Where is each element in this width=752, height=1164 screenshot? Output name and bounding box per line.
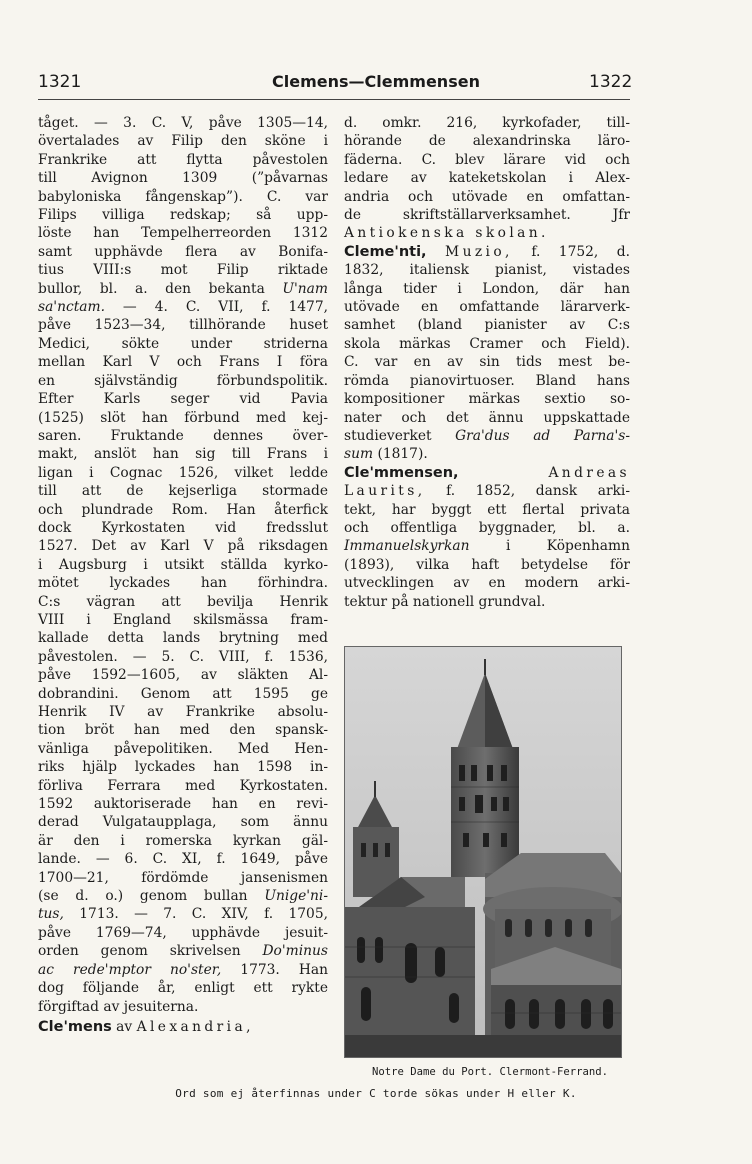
text-line: kompositioner märkas sextio so- (344, 391, 630, 408)
text-line: nater och det ännu uppskattade (344, 409, 630, 426)
text-line: riks hjälp lyckades han 1598 in- (38, 759, 328, 776)
text-line: sum (1817). (344, 446, 428, 463)
text-line: påve 1592—1605, av släkten Al- (38, 667, 328, 684)
text-line: derad Vulgataupplaga, som ännu (38, 814, 328, 831)
text-line: 1832, italiensk pianist, vistades (344, 262, 630, 279)
page-number-right: 1322 (589, 72, 633, 92)
text-line: saren. Fruktande dennes över- (38, 427, 328, 444)
text-line: tion bröt han med den spansk- (38, 722, 328, 739)
text-line: d. omkr. 216, kyrkofader, till- (344, 115, 630, 131)
text-line: 1527. Det av Karl V på riksdagen (38, 538, 328, 555)
right-lines-d (344, 556, 630, 611)
text-line: tektur på nationell grundval. (344, 593, 546, 610)
italic-term: tus, (38, 906, 64, 923)
text-line: tus, 1713. — 7. C. XIV, f. 1705, (38, 906, 328, 923)
italic-term: Gra'dus ad Parna's- (455, 427, 630, 444)
italic-term: Unige'ni- (264, 888, 328, 905)
text-line: dock Kyrkostaten vid fredsslut (38, 519, 328, 536)
text-line: babyloniska fångenskap”). C. var (38, 188, 328, 205)
church-photo (344, 646, 622, 1058)
text-line: (1525) slöt han förbund med kej- (38, 409, 328, 426)
text-line: makt, anslöt han sig till Frans i (38, 446, 328, 463)
text-line: förliva Ferrara med Kyrkostaten. (38, 777, 328, 794)
text-line: mellan Karl V och Frans I föra (38, 354, 328, 371)
text-line: ac rede'mptor no'ster, 1773. Han (38, 961, 328, 978)
left-lines-a (38, 114, 328, 280)
text-line: bullor, bl. a. den bekanta U'nam (38, 280, 328, 297)
text-line: förgiftad av jesuiterna. (38, 998, 199, 1015)
text-line: vänliga påvepolitiken. Med Hen- (38, 740, 328, 757)
text-line: ledare av kateketskolan i Alex- (344, 170, 630, 187)
text-line: och offentliga byggnader, bl. a. (344, 519, 630, 536)
header-rule (38, 99, 630, 100)
headword: Cle'mmensen, (344, 464, 459, 481)
text-line: dog följande år, enligt ett rykte (38, 980, 328, 997)
text-line: tekt, har byggt ett flertal privata (344, 501, 630, 518)
text-line: römda pianovirtuoser. Bland hans (344, 372, 630, 389)
italic-term: Do'minus (262, 943, 328, 960)
text-line: till att de kejserliga stormade (38, 483, 328, 500)
text-line: löste han Tempelherreorden 1312 (38, 225, 328, 242)
text-line: övertalades av Filip den sköne i (38, 133, 328, 150)
text-line: en självständig förbundspolitik. (38, 372, 328, 389)
italic-term: U'nam (282, 280, 328, 297)
left-column (38, 114, 328, 1036)
text-line: till Avignon 1309 (”påvarnas (38, 170, 328, 187)
footer-note: Ord som ej återfinnas under C torde sökas under H eller K. (175, 1087, 577, 1100)
text-line: Immanuelskyrkan i Köpenhamn (344, 538, 630, 555)
page-number-left: 1321 (38, 72, 82, 92)
left-lines-b (38, 316, 328, 887)
text-line: Laurits, f. 1852, dansk arki- (344, 483, 630, 500)
text-line: mötet lyckades han förhindra. (38, 575, 328, 592)
text-line: Antiokenska skolan. (344, 225, 549, 242)
italic-term: sum (344, 446, 374, 463)
text-line: studieverket Gra'dus ad Parna's- (344, 427, 630, 444)
italic-term: ac rede'mptor no'ster, (38, 961, 222, 978)
text-line: samhet (bland pianister av C:s (344, 317, 630, 334)
text-line: C. var en av sin tids mest be- (344, 354, 630, 371)
text-line: hörande de alexandrinska läro- (344, 133, 630, 150)
right-lines-b (344, 261, 630, 427)
text-line: utvecklingen av en modern arki- (344, 575, 630, 592)
photo-caption: Notre Dame du Port. Clermont-Ferrand. (372, 1066, 608, 1078)
text-line: påvestolen. — 5. C. VIII, f. 1536, (38, 648, 328, 665)
entry-clemmensen: Cle'mmensen, Andreas (344, 464, 630, 481)
text-line: Henrik IV av Frankrike absolu- (38, 704, 328, 720)
text-line: ligan i Cognac 1526, vilket ledde (38, 464, 328, 481)
text-line: påve 1523—34, tillhörande huset (38, 317, 328, 334)
text-line: (se d. o.) genom bullan Unige'ni- (38, 888, 328, 905)
text-line: andria och utövade en omfattan- (344, 188, 630, 205)
text-line: Efter Karls seger vid Pavia (38, 391, 328, 408)
text-line: sa'nctam. — 4. C. VII, f. 1477, (38, 299, 328, 316)
headword: Cleme'nti, (344, 243, 427, 260)
text-line: orden genom skrivelsen Do'minus (38, 943, 328, 960)
italic-term: sa'nctam. (38, 299, 105, 316)
text-line: långa tider i London, där han (344, 280, 630, 297)
text-line: i Augsburg i utsikt ställda kyrko- (38, 556, 328, 573)
text-line: skola märkas Cramer och Field). (344, 335, 630, 352)
right-column (344, 114, 630, 611)
text-line: Frankrike att flytta påvestolen (38, 151, 328, 168)
text-line: är den i romerska kyrkan gäl- (38, 832, 328, 849)
text-line: C:s vägran att bevilja Henrik (38, 593, 328, 610)
right-lines-a (344, 114, 630, 224)
text-line: de skriftställarverksamhet. Jfr (344, 207, 630, 224)
text-line: kallade detta lands brytning med (38, 630, 328, 647)
text-line: påve 1769—74, upphävde jesuit- (38, 924, 328, 941)
entry-clemens-alexandria: Cle'mens av Alexandria, (38, 1018, 254, 1035)
text-line: Filips villiga redskap; så upp- (38, 207, 328, 224)
text-line: (1893), vilka haft betydelse för (344, 556, 630, 573)
running-head: Clemens—Clemmensen (272, 72, 480, 91)
text-line: 1700—21, fördömde jansenismen (38, 869, 328, 886)
text-line: lande. — 6. C. XI, f. 1649, påve (38, 851, 328, 868)
headword: Cle'mens (38, 1018, 112, 1035)
text-line: 1592 auktoriserade han en revi- (38, 796, 328, 813)
text-line: fäderna. C. blev lärare vid och (344, 151, 630, 168)
church-illustration (345, 647, 621, 1057)
text-line: tåget. — 3. C. V, påve 1305—14, (38, 115, 328, 131)
text-line: samt upphävde flera av Bonifa- (38, 243, 328, 260)
text-line: VIII i England skilsmässa fram- (38, 611, 328, 628)
text-line: dobrandini. Genom att 1595 ge (38, 685, 328, 702)
italic-term: Immanuelskyrkan (344, 538, 470, 555)
text-line: Medici, sökte under striderna (38, 335, 328, 352)
text-line: tius VIII:s mot Filip riktade (38, 262, 328, 279)
text-line: och plundrade Rom. Han återfick (38, 501, 328, 518)
entry-clementi: Cleme'nti, Muzio, f. 1752, d. (344, 243, 630, 260)
text-line: utövade en omfattande lärarverk- (344, 299, 630, 316)
